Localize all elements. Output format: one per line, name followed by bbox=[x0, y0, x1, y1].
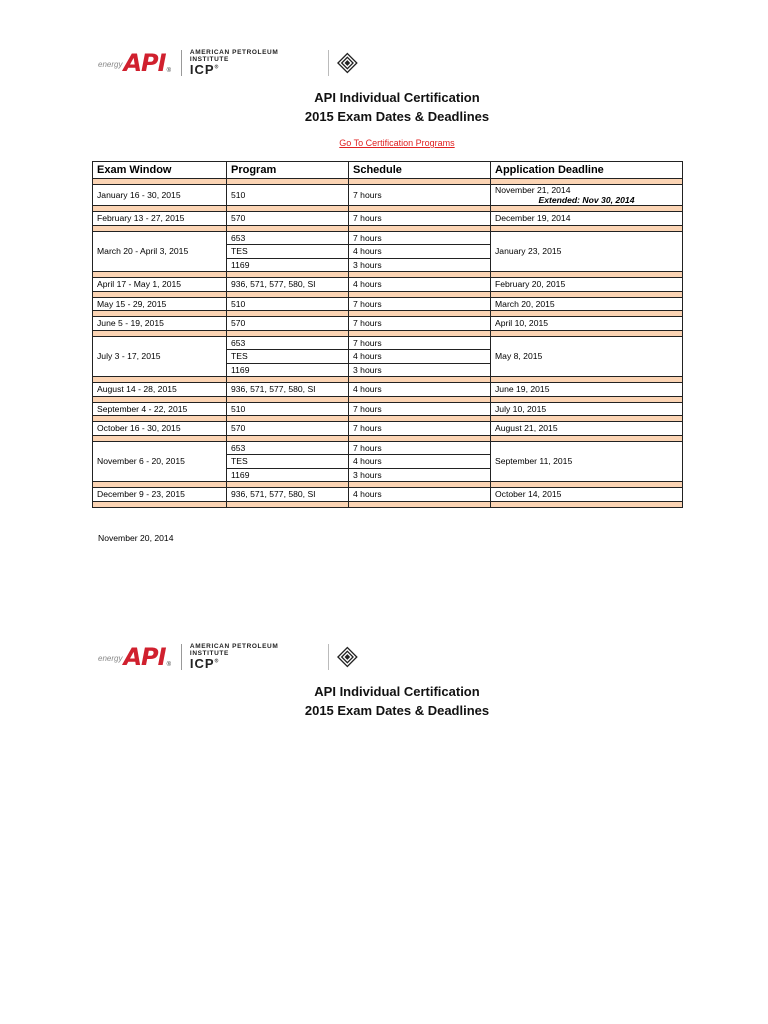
schedule-cell: 7 hours bbox=[349, 422, 491, 436]
schedule-cell: 7 hours bbox=[349, 336, 491, 350]
schedule-cell: 7 hours bbox=[349, 317, 491, 331]
deadline-cell bbox=[491, 488, 683, 502]
diamond-emblem-icon bbox=[337, 52, 358, 74]
program-cell: 1169 bbox=[227, 468, 349, 482]
schedule-cell: 4 hours bbox=[349, 245, 491, 259]
deadline-text: June 19, 2015 bbox=[495, 384, 550, 395]
deadline-cell bbox=[491, 317, 683, 331]
program-cell: 653 bbox=[227, 231, 349, 245]
diamond-emblem-icon bbox=[337, 646, 358, 668]
deadline-cell bbox=[491, 336, 683, 377]
deadline-text: February 20, 2015 bbox=[495, 279, 566, 290]
exam-window-cell: January 16 - 30, 2015 bbox=[93, 185, 227, 206]
schedule-cell: 7 hours bbox=[349, 185, 491, 206]
exam-window-cell: June 5 - 19, 2015 bbox=[93, 317, 227, 331]
logo-icp bbox=[190, 657, 312, 671]
title-line-2: 2015 Exam Dates & Deadlines bbox=[304, 109, 490, 124]
deadline-text: October 14, 2015 bbox=[495, 489, 562, 500]
logo-registered-mark: ® bbox=[166, 662, 171, 668]
exam-window-cell: February 13 - 27, 2015 bbox=[93, 212, 227, 226]
schedule-cell: 3 hours bbox=[349, 258, 491, 272]
program-cell: 1169 bbox=[227, 258, 349, 272]
api-logo-2 bbox=[98, 642, 358, 672]
header-exam-window: Exam Window bbox=[93, 162, 227, 179]
logo-icp-text: ICP bbox=[189, 61, 215, 77]
deadline-text: July 10, 2015 bbox=[495, 403, 547, 414]
program-cell: 653 bbox=[227, 336, 349, 350]
schedule-cell: 7 hours bbox=[349, 441, 491, 455]
deadline-text: August 21, 2015 bbox=[495, 423, 558, 434]
header-program: Program bbox=[227, 162, 349, 179]
separator-row bbox=[93, 501, 683, 507]
deadline-cell bbox=[491, 278, 683, 292]
exam-window-cell: November 6 - 20, 2015 bbox=[93, 441, 227, 482]
table-body bbox=[93, 179, 683, 508]
logo-institute-block bbox=[190, 49, 312, 77]
deadline-text: December 19, 2014 bbox=[495, 213, 571, 224]
program-cell: 1169 bbox=[227, 363, 349, 377]
header-application-deadline: Application Deadline bbox=[491, 162, 683, 179]
separator-cell bbox=[349, 501, 491, 507]
table-row bbox=[93, 488, 683, 502]
logo-divider bbox=[181, 644, 182, 670]
title-line-1: API Individual Certification bbox=[314, 90, 480, 105]
page-title bbox=[0, 88, 768, 126]
logo-api-text: API bbox=[123, 49, 166, 77]
table-row bbox=[93, 212, 683, 226]
schedule-cell: 4 hours bbox=[349, 350, 491, 364]
schedule-cell: 4 hours bbox=[349, 455, 491, 469]
exam-window-cell: April 17 - May 1, 2015 bbox=[93, 278, 227, 292]
schedule-cell: 3 hours bbox=[349, 468, 491, 482]
deadline-text: May 8, 2015 bbox=[495, 351, 543, 362]
table-row bbox=[93, 402, 683, 416]
page-2-title bbox=[0, 682, 768, 720]
logo-api-text: API bbox=[123, 643, 166, 671]
logo-icp-mark: ® bbox=[214, 64, 220, 71]
program-cell: 653 bbox=[227, 441, 349, 455]
exam-window-cell: August 14 - 28, 2015 bbox=[93, 383, 227, 397]
logo-institute-name: AMERICAN PETROLEUM INSTITUTE bbox=[189, 642, 279, 657]
exam-window-cell: December 9 - 23, 2015 bbox=[93, 488, 227, 502]
exam-window-cell: October 16 - 30, 2015 bbox=[93, 422, 227, 436]
deadline-cell bbox=[491, 185, 683, 206]
exam-window-cell: September 4 - 22, 2015 bbox=[93, 402, 227, 416]
deadline-cell bbox=[491, 441, 683, 482]
exam-window-cell: July 3 - 17, 2015 bbox=[93, 336, 227, 377]
title-line-1: API Individual Certification bbox=[314, 684, 480, 699]
separator-cell bbox=[227, 501, 349, 507]
schedule-cell: 7 hours bbox=[349, 402, 491, 416]
logo-energy-text: energy bbox=[98, 59, 123, 69]
program-cell: 936, 571, 577, 580, SI bbox=[227, 488, 349, 502]
schedule-cell: 7 hours bbox=[349, 297, 491, 311]
table-row bbox=[93, 336, 683, 350]
exam-window-cell: May 15 - 29, 2015 bbox=[93, 297, 227, 311]
table-row bbox=[93, 441, 683, 455]
logo-institute-name: AMERICAN PETROLEUM INSTITUTE bbox=[189, 48, 279, 63]
logo-divider-2 bbox=[328, 50, 329, 76]
schedule-cell: 4 hours bbox=[349, 278, 491, 292]
program-cell: 570 bbox=[227, 317, 349, 331]
deadline-cell bbox=[491, 383, 683, 397]
deadline-cell bbox=[491, 422, 683, 436]
deadline-cell bbox=[491, 212, 683, 226]
table-row bbox=[93, 422, 683, 436]
exam-schedule-table bbox=[92, 161, 683, 508]
logo-divider-2 bbox=[328, 644, 329, 670]
program-cell: 570 bbox=[227, 422, 349, 436]
deadline-text: March 20, 2015 bbox=[495, 298, 555, 309]
deadline-cell bbox=[491, 402, 683, 416]
logo-icp bbox=[190, 63, 312, 77]
exam-window-cell: March 20 - April 3, 2015 bbox=[93, 231, 227, 272]
table-row bbox=[93, 297, 683, 311]
deadline-text: January 23, 2015 bbox=[495, 246, 562, 257]
table-row bbox=[93, 231, 683, 245]
deadline-cell bbox=[491, 231, 683, 272]
schedule-cell: 3 hours bbox=[349, 363, 491, 377]
deadline-text: September 11, 2015 bbox=[495, 456, 573, 467]
logo-icp-mark: ® bbox=[214, 658, 220, 665]
logo-icp-text: ICP bbox=[189, 655, 215, 671]
program-cell: TES bbox=[227, 455, 349, 469]
program-cell: TES bbox=[227, 350, 349, 364]
table-row bbox=[93, 383, 683, 397]
api-logo bbox=[98, 48, 358, 78]
deadline-cell bbox=[491, 297, 683, 311]
deadline-text: April 10, 2015 bbox=[495, 318, 549, 329]
program-cell: 510 bbox=[227, 297, 349, 311]
logo-institute-block bbox=[190, 643, 312, 671]
table-row bbox=[93, 278, 683, 292]
header-schedule: Schedule bbox=[349, 162, 491, 179]
title-line-2: 2015 Exam Dates & Deadlines bbox=[304, 703, 490, 718]
program-cell: 570 bbox=[227, 212, 349, 226]
extended-deadline: Extended: Nov 30, 2014 bbox=[538, 195, 635, 205]
logo-registered-mark: ® bbox=[166, 68, 171, 74]
table-row bbox=[93, 185, 683, 206]
program-cell: 936, 571, 577, 580, SI bbox=[227, 278, 349, 292]
program-cell: TES bbox=[227, 245, 349, 259]
program-cell: 510 bbox=[227, 402, 349, 416]
table-row bbox=[93, 317, 683, 331]
program-cell: 936, 571, 577, 580, SI bbox=[227, 383, 349, 397]
separator-cell bbox=[93, 501, 227, 507]
schedule-cell: 7 hours bbox=[349, 212, 491, 226]
schedule-cell: 7 hours bbox=[349, 231, 491, 245]
separator-cell bbox=[491, 501, 683, 507]
schedule-cell: 4 hours bbox=[349, 383, 491, 397]
document-date: November 20, 2014 bbox=[98, 533, 174, 543]
deadline-text: November 21, 2014 bbox=[495, 185, 571, 195]
schedule-cell: 4 hours bbox=[349, 488, 491, 502]
logo-divider bbox=[181, 50, 182, 76]
certification-programs-link[interactable]: Go To Certification Programs bbox=[339, 138, 455, 148]
program-cell: 510 bbox=[227, 185, 349, 206]
table-header-row bbox=[93, 162, 683, 179]
logo-energy-text: energy bbox=[98, 653, 123, 663]
